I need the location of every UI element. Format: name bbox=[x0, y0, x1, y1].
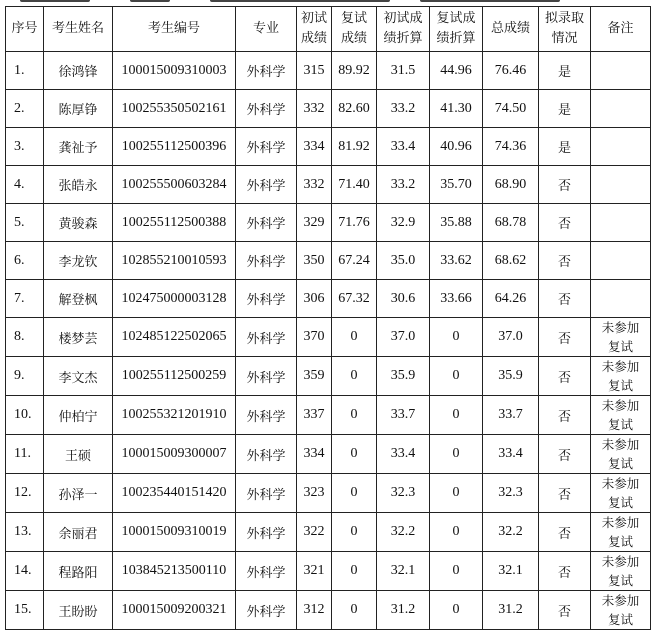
table-row bbox=[6, 513, 651, 552]
remarks-text: 未参加 bbox=[601, 593, 640, 608]
total-score-cell: 74.36 bbox=[483, 128, 539, 166]
retest-score-cell: 0 bbox=[332, 552, 377, 591]
remarks-cell bbox=[591, 435, 651, 474]
initial-score-cell: 334 bbox=[297, 435, 332, 474]
major-cell: 外科学 bbox=[236, 357, 297, 396]
seq-cell: 7. bbox=[6, 280, 44, 318]
seq-cell: 15. bbox=[6, 591, 44, 630]
header-text: 复试 bbox=[340, 11, 367, 26]
initial-converted-cell: 33.4 bbox=[377, 128, 430, 166]
name-cell: 程路阳 bbox=[44, 552, 113, 591]
retest-score-cell: 71.76 bbox=[332, 204, 377, 242]
seq-cell: 2. bbox=[6, 90, 44, 128]
initial-score-cell: 370 bbox=[297, 318, 332, 357]
initial-score-cell: 312 bbox=[297, 591, 332, 630]
name-cell: 张皓永 bbox=[44, 166, 113, 204]
retest-score-cell: 0 bbox=[332, 435, 377, 474]
name-cell: 李文杰 bbox=[44, 357, 113, 396]
remarks-cell bbox=[591, 591, 651, 630]
retest-score-cell: 0 bbox=[332, 357, 377, 396]
candidate-id-cell: 100255112500396 bbox=[113, 128, 236, 166]
retest-converted-cell: 0 bbox=[430, 396, 483, 435]
name-cell: 仲柏宁 bbox=[44, 396, 113, 435]
major-cell: 外科学 bbox=[236, 242, 297, 280]
candidate-id-cell: 100015009300007 bbox=[113, 435, 236, 474]
table-row bbox=[6, 474, 651, 513]
header-initial-score bbox=[297, 7, 332, 52]
remarks-text: 未参加 bbox=[601, 398, 640, 413]
name-cell: 余丽君 bbox=[44, 513, 113, 552]
header-name bbox=[44, 7, 113, 52]
total-score-cell: 64.26 bbox=[483, 280, 539, 318]
retest-score-cell: 0 bbox=[332, 318, 377, 357]
candidate-id-cell: 100255321201910 bbox=[113, 396, 236, 435]
header-text: 备注 bbox=[607, 21, 634, 36]
initial-converted-cell: 35.0 bbox=[377, 242, 430, 280]
seq-cell: 13. bbox=[6, 513, 44, 552]
total-score-cell: 68.90 bbox=[483, 166, 539, 204]
remarks-text: 复试 bbox=[607, 534, 633, 549]
initial-score-cell: 323 bbox=[297, 474, 332, 513]
initial-score-cell: 350 bbox=[297, 242, 332, 280]
initial-score-cell: 332 bbox=[297, 90, 332, 128]
major-cell: 外科学 bbox=[236, 204, 297, 242]
retest-converted-cell: 0 bbox=[430, 552, 483, 591]
initial-score-cell: 359 bbox=[297, 357, 332, 396]
header-text: 总成绩 bbox=[490, 21, 530, 36]
remarks-text: 未参加 bbox=[601, 359, 640, 374]
admission-cell: 否 bbox=[539, 552, 591, 591]
retest-converted-cell: 35.88 bbox=[430, 204, 483, 242]
header-retest-score bbox=[332, 7, 377, 52]
table-row bbox=[6, 242, 651, 280]
remarks-text: 未参加 bbox=[601, 554, 640, 569]
name-cell: 黄骏森 bbox=[44, 204, 113, 242]
seq-cell: 5. bbox=[6, 204, 44, 242]
retest-score-cell: 0 bbox=[332, 474, 377, 513]
table-row bbox=[6, 552, 651, 591]
name-cell: 王硕 bbox=[44, 435, 113, 474]
remarks-text: 复试 bbox=[607, 612, 633, 627]
major-cell: 外科学 bbox=[236, 474, 297, 513]
retest-converted-cell: 0 bbox=[430, 318, 483, 357]
initial-score-cell: 322 bbox=[297, 513, 332, 552]
name-cell: 徐鸿锋 bbox=[44, 52, 113, 90]
admission-cell: 是 bbox=[539, 52, 591, 90]
header-text: 考生编号 bbox=[147, 21, 200, 36]
major-cell: 外科学 bbox=[236, 513, 297, 552]
table-row bbox=[6, 435, 651, 474]
initial-converted-cell: 31.2 bbox=[377, 591, 430, 630]
remarks-cell bbox=[591, 474, 651, 513]
retest-converted-cell: 40.96 bbox=[430, 128, 483, 166]
candidate-id-cell: 100255112500259 bbox=[113, 357, 236, 396]
header-text: 拟录取 bbox=[544, 11, 584, 26]
seq-cell: 10. bbox=[6, 396, 44, 435]
admission-cell: 是 bbox=[539, 90, 591, 128]
remarks-text: 复试 bbox=[607, 378, 633, 393]
major-cell: 外科学 bbox=[236, 52, 297, 90]
total-score-cell: 32.3 bbox=[483, 474, 539, 513]
retest-converted-cell: 0 bbox=[430, 357, 483, 396]
major-cell: 外科学 bbox=[236, 128, 297, 166]
total-score-cell: 74.50 bbox=[483, 90, 539, 128]
table-row bbox=[6, 52, 651, 90]
seq-cell: 8. bbox=[6, 318, 44, 357]
candidate-id-cell: 103845213500110 bbox=[113, 552, 236, 591]
name-cell: 王盼盼 bbox=[44, 591, 113, 630]
candidate-id-cell: 100015009310003 bbox=[113, 52, 236, 90]
initial-converted-cell: 35.9 bbox=[377, 357, 430, 396]
header-seq bbox=[6, 7, 44, 52]
initial-score-cell: 334 bbox=[297, 128, 332, 166]
retest-score-cell: 67.24 bbox=[332, 242, 377, 280]
header-initial-converted bbox=[377, 7, 430, 52]
initial-score-cell: 332 bbox=[297, 166, 332, 204]
initial-converted-cell: 30.6 bbox=[377, 280, 430, 318]
admission-cell: 否 bbox=[539, 280, 591, 318]
seq-cell: 9. bbox=[6, 357, 44, 396]
remarks-text: 未参加 bbox=[601, 476, 640, 491]
remarks-cell bbox=[591, 357, 651, 396]
header-admission bbox=[539, 7, 591, 52]
major-cell: 外科学 bbox=[236, 166, 297, 204]
name-cell: 龚祉予 bbox=[44, 128, 113, 166]
initial-score-cell: 321 bbox=[297, 552, 332, 591]
retest-converted-cell: 35.70 bbox=[430, 166, 483, 204]
table-row bbox=[6, 90, 651, 128]
table-row bbox=[6, 128, 651, 166]
total-score-cell: 37.0 bbox=[483, 318, 539, 357]
candidate-id-cell: 100015009200321 bbox=[113, 591, 236, 630]
header-text: 成绩 bbox=[300, 31, 327, 46]
admission-cell: 否 bbox=[539, 318, 591, 357]
initial-converted-cell: 31.5 bbox=[377, 52, 430, 90]
admission-cell: 否 bbox=[539, 513, 591, 552]
table-row bbox=[6, 280, 651, 318]
seq-cell: 14. bbox=[6, 552, 44, 591]
retest-converted-cell: 0 bbox=[430, 435, 483, 474]
candidate-id-cell: 100235440151420 bbox=[113, 474, 236, 513]
retest-converted-cell: 41.30 bbox=[430, 90, 483, 128]
seq-cell: 11. bbox=[6, 435, 44, 474]
header-text: 成绩 bbox=[340, 31, 367, 46]
header-major bbox=[236, 7, 297, 52]
header-retest-converted bbox=[430, 7, 483, 52]
initial-score-cell: 337 bbox=[297, 396, 332, 435]
candidate-id-cell: 100015009310019 bbox=[113, 513, 236, 552]
retest-converted-cell: 44.96 bbox=[430, 52, 483, 90]
seq-cell: 12. bbox=[6, 474, 44, 513]
retest-score-cell: 82.60 bbox=[332, 90, 377, 128]
initial-score-cell: 329 bbox=[297, 204, 332, 242]
remarks-cell bbox=[591, 552, 651, 591]
admission-cell: 否 bbox=[539, 435, 591, 474]
name-cell: 解登枫 bbox=[44, 280, 113, 318]
candidate-id-cell: 102475000003128 bbox=[113, 280, 236, 318]
remarks-cell bbox=[591, 396, 651, 435]
remarks-text: 复试 bbox=[607, 417, 633, 432]
remarks-text: 复试 bbox=[607, 573, 633, 588]
table-body bbox=[6, 52, 651, 630]
candidate-id-cell: 100255350502161 bbox=[113, 90, 236, 128]
header-text: 初试成 bbox=[383, 11, 423, 26]
initial-converted-cell: 32.9 bbox=[377, 204, 430, 242]
header-text: 绩折算 bbox=[383, 31, 423, 46]
admission-cell: 否 bbox=[539, 166, 591, 204]
table-row bbox=[6, 204, 651, 242]
total-score-cell: 32.1 bbox=[483, 552, 539, 591]
initial-converted-cell: 33.2 bbox=[377, 90, 430, 128]
header-total bbox=[483, 7, 539, 52]
retest-score-cell: 89.92 bbox=[332, 52, 377, 90]
candidate-id-cell: 100255112500388 bbox=[113, 204, 236, 242]
major-cell: 外科学 bbox=[236, 318, 297, 357]
seq-cell: 1. bbox=[6, 52, 44, 90]
header-text: 初试 bbox=[300, 11, 327, 26]
table-row bbox=[6, 166, 651, 204]
remarks-cell bbox=[591, 204, 651, 242]
table-row bbox=[6, 591, 651, 630]
remarks-cell bbox=[591, 166, 651, 204]
retest-converted-cell: 0 bbox=[430, 474, 483, 513]
remarks-text: 未参加 bbox=[601, 437, 640, 452]
header-text: 情况 bbox=[551, 31, 578, 46]
total-score-cell: 68.62 bbox=[483, 242, 539, 280]
major-cell: 外科学 bbox=[236, 90, 297, 128]
major-cell: 外科学 bbox=[236, 280, 297, 318]
retest-score-cell: 81.92 bbox=[332, 128, 377, 166]
total-score-cell: 76.46 bbox=[483, 52, 539, 90]
table-row bbox=[6, 357, 651, 396]
remarks-cell bbox=[591, 90, 651, 128]
candidate-id-cell: 102485122502065 bbox=[113, 318, 236, 357]
retest-score-cell: 0 bbox=[332, 396, 377, 435]
total-score-cell: 35.9 bbox=[483, 357, 539, 396]
header-text: 考生姓名 bbox=[51, 21, 104, 36]
remarks-cell bbox=[591, 280, 651, 318]
total-score-cell: 33.4 bbox=[483, 435, 539, 474]
table-row bbox=[6, 318, 651, 357]
major-cell: 外科学 bbox=[236, 591, 297, 630]
initial-converted-cell: 33.2 bbox=[377, 166, 430, 204]
retest-converted-cell: 33.62 bbox=[430, 242, 483, 280]
candidate-id-cell: 100255500603284 bbox=[113, 166, 236, 204]
name-cell: 陈厚铮 bbox=[44, 90, 113, 128]
retest-score-cell: 0 bbox=[332, 513, 377, 552]
admission-cell: 否 bbox=[539, 242, 591, 280]
name-cell: 孙泽一 bbox=[44, 474, 113, 513]
header-text: 序号 bbox=[11, 21, 38, 36]
header-text: 复试成 bbox=[436, 11, 476, 26]
initial-converted-cell: 32.2 bbox=[377, 513, 430, 552]
remarks-cell bbox=[591, 513, 651, 552]
table-header-row bbox=[6, 7, 651, 52]
retest-converted-cell: 0 bbox=[430, 513, 483, 552]
total-score-cell: 32.2 bbox=[483, 513, 539, 552]
admission-cell: 否 bbox=[539, 396, 591, 435]
initial-converted-cell: 32.1 bbox=[377, 552, 430, 591]
remarks-text: 未参加 bbox=[601, 515, 640, 530]
table-row bbox=[6, 396, 651, 435]
remarks-text: 复试 bbox=[607, 495, 633, 510]
initial-converted-cell: 32.3 bbox=[377, 474, 430, 513]
remarks-text: 复试 bbox=[607, 456, 633, 471]
retest-score-cell: 0 bbox=[332, 591, 377, 630]
header-text: 专业 bbox=[252, 21, 279, 36]
seq-cell: 4. bbox=[6, 166, 44, 204]
major-cell: 外科学 bbox=[236, 552, 297, 591]
candidate-id-cell: 102855210010593 bbox=[113, 242, 236, 280]
total-score-cell: 31.2 bbox=[483, 591, 539, 630]
remarks-cell bbox=[591, 52, 651, 90]
seq-cell: 3. bbox=[6, 128, 44, 166]
admission-cell: 否 bbox=[539, 357, 591, 396]
initial-score-cell: 306 bbox=[297, 280, 332, 318]
remarks-text: 复试 bbox=[607, 339, 633, 354]
admission-cell: 否 bbox=[539, 474, 591, 513]
admission-cell: 否 bbox=[539, 204, 591, 242]
initial-converted-cell: 33.7 bbox=[377, 396, 430, 435]
header-text: 绩折算 bbox=[436, 31, 476, 46]
admission-cell: 是 bbox=[539, 128, 591, 166]
remarks-cell bbox=[591, 318, 651, 357]
initial-score-cell: 315 bbox=[297, 52, 332, 90]
remarks-cell bbox=[591, 128, 651, 166]
total-score-cell: 33.7 bbox=[483, 396, 539, 435]
header-id bbox=[113, 7, 236, 52]
name-cell: 楼梦芸 bbox=[44, 318, 113, 357]
retest-score-cell: 67.32 bbox=[332, 280, 377, 318]
header-remarks bbox=[591, 7, 651, 52]
retest-score-cell: 71.40 bbox=[332, 166, 377, 204]
remarks-text: 未参加 bbox=[601, 320, 640, 335]
initial-converted-cell: 37.0 bbox=[377, 318, 430, 357]
remarks-cell bbox=[591, 242, 651, 280]
total-score-cell: 68.78 bbox=[483, 204, 539, 242]
retest-converted-cell: 0 bbox=[430, 591, 483, 630]
score-table bbox=[5, 6, 651, 630]
seq-cell: 6. bbox=[6, 242, 44, 280]
initial-converted-cell: 33.4 bbox=[377, 435, 430, 474]
name-cell: 李龙钦 bbox=[44, 242, 113, 280]
admission-cell: 否 bbox=[539, 591, 591, 630]
major-cell: 外科学 bbox=[236, 396, 297, 435]
major-cell: 外科学 bbox=[236, 435, 297, 474]
retest-converted-cell: 33.66 bbox=[430, 280, 483, 318]
